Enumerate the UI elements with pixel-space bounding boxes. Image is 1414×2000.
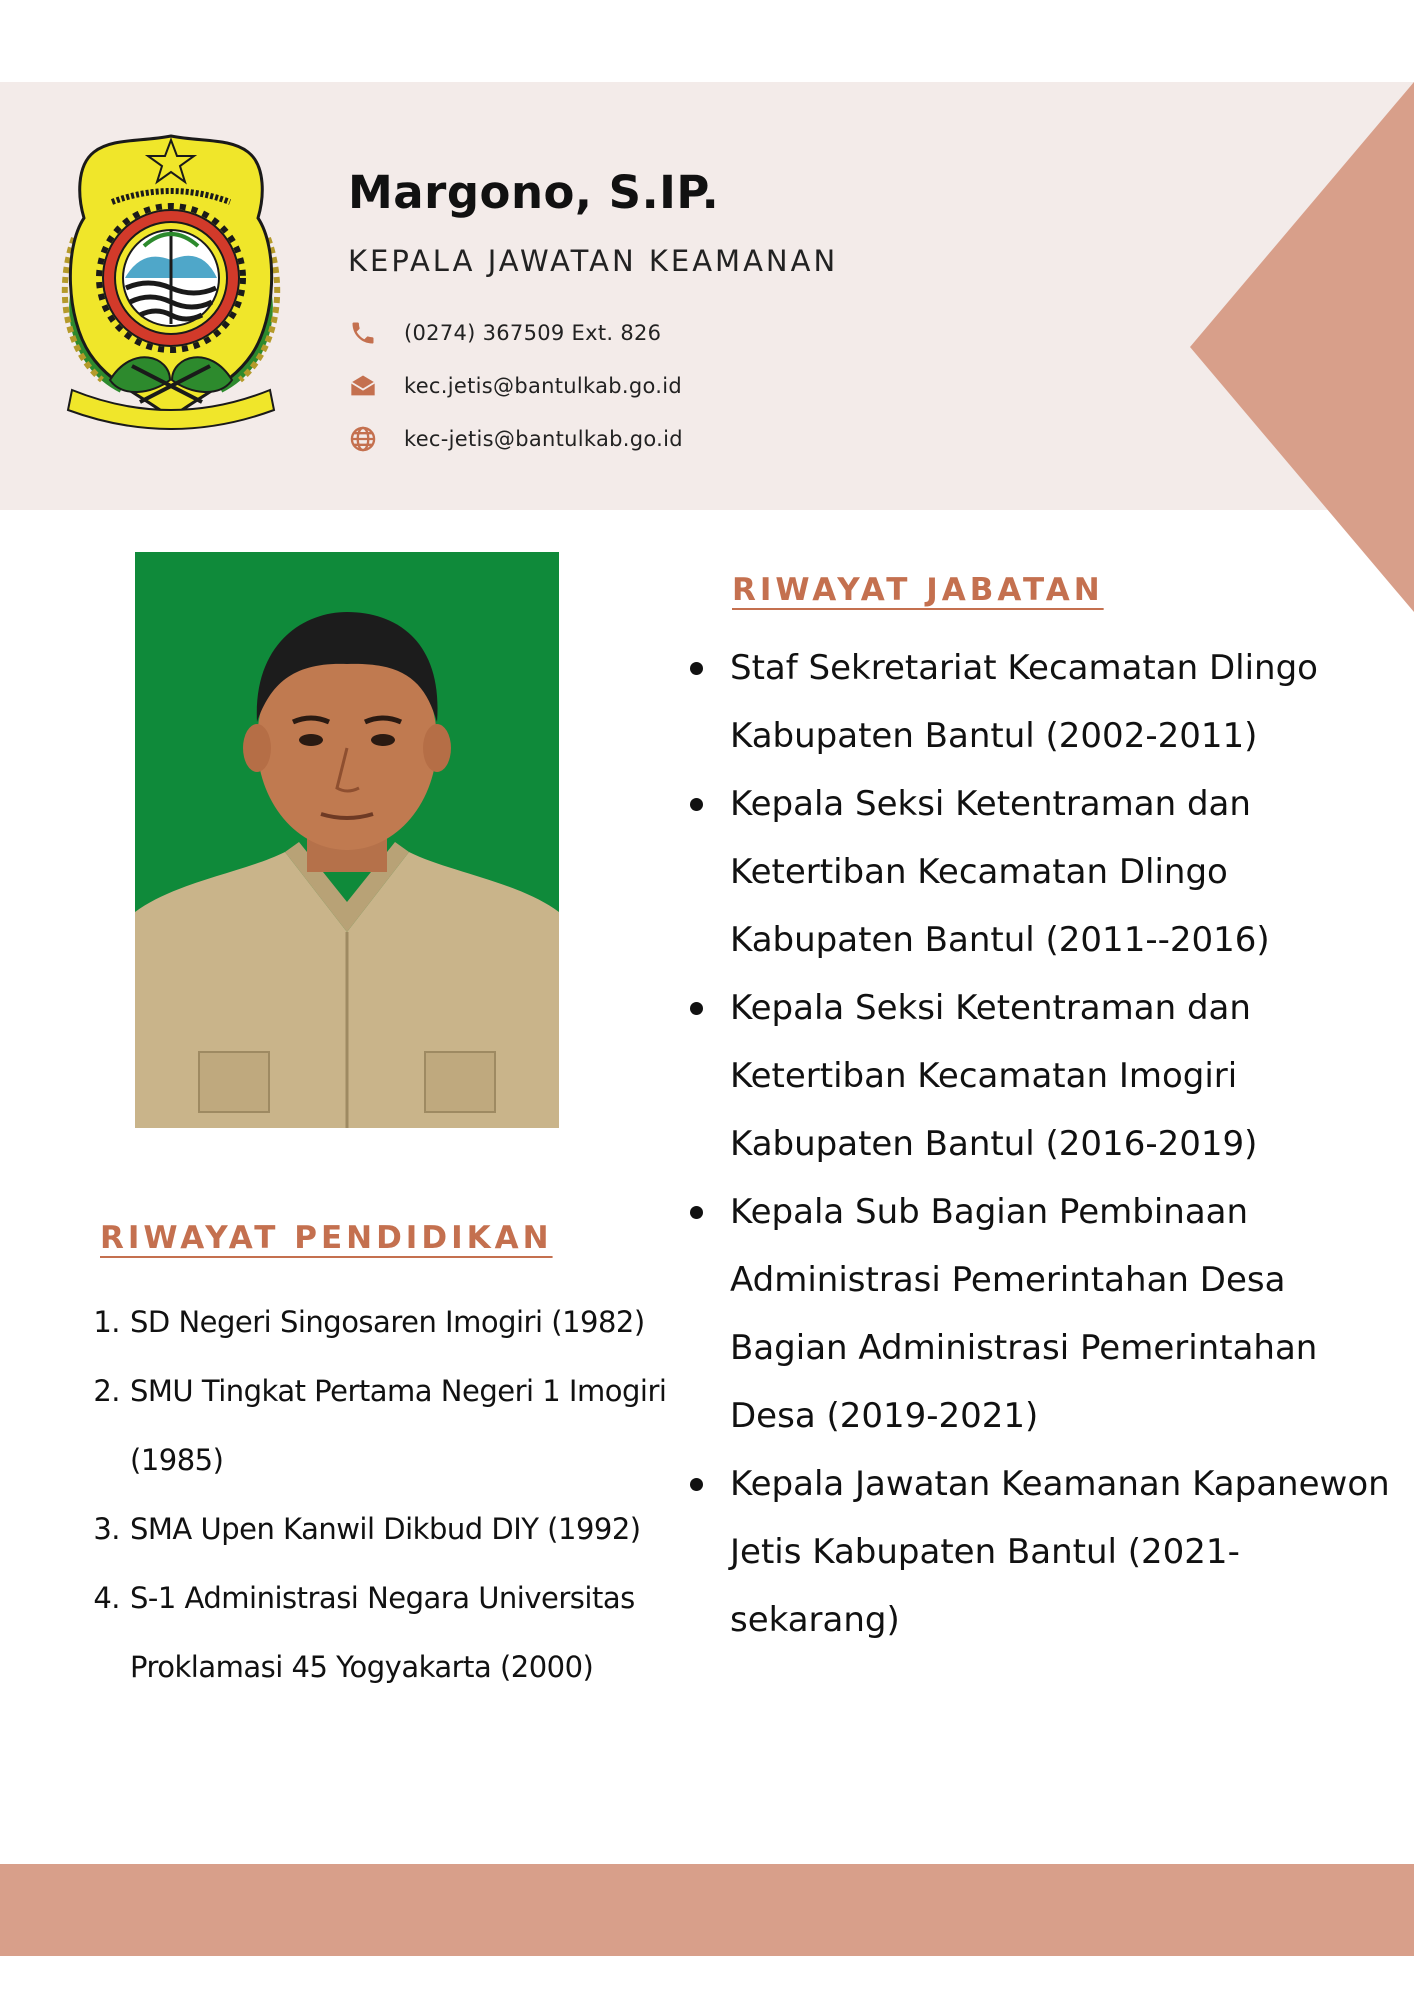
kabupaten-bantul-emblem — [52, 118, 290, 430]
mail-icon — [348, 371, 378, 401]
contact-email[interactable] — [348, 371, 682, 401]
portrait-photo — [135, 552, 559, 1128]
career-list — [682, 634, 1392, 1654]
phone-number: (0274) 367509 Ext. 826 — [404, 321, 662, 345]
education-section-title: RIWAYAT PENDIDIKAN — [100, 1220, 553, 1256]
job-title: KEPALA JAWATAN KEAMANAN — [348, 244, 839, 278]
list-item: Staf Sekretariat Kecamatan Dlingo Kabupaten Bantul (2002-2011) — [682, 634, 1392, 770]
list-item: Kepala Sub Bagian Pembinaan Administrasi Pemerintahan Desa Bagian Administrasi Pemerintahan Desa (2019-2021) — [682, 1178, 1392, 1450]
career-section-title: RIWAYAT JABATAN — [732, 572, 1104, 608]
footer-band — [0, 1864, 1414, 1956]
list-item: 1. SD Negeri Singosaren Imogiri (1982) — [93, 1305, 645, 1339]
website-address: kec-jetis@bantulkab.go.id — [404, 427, 683, 451]
list-item: 4. S-1 Administrasi Negara Universitas Proklamasi 45 Yogyakarta (2000) — [93, 1581, 635, 1684]
person-name: Margono, S.IP. — [348, 166, 720, 219]
phone-icon — [348, 318, 378, 348]
list-item: 2. SMU Tingkat Pertama Negeri 1 Imogiri (1985) — [93, 1374, 667, 1477]
list-item: Kepala Seksi Ketentraman dan Ketertiban Kecamatan Dlingo Kabupaten Bantul (2011--2016) — [682, 770, 1392, 974]
list-item: Kepala Seksi Ketentraman dan Ketertiban Kecamatan Imogiri Kabupaten Bantul (2016-2019) — [682, 974, 1392, 1178]
email-address: kec.jetis@bantulkab.go.id — [404, 374, 683, 398]
list-item: 3. SMA Upen Kanwil Dikbud DIY (1992) — [93, 1512, 641, 1546]
contact-website[interactable] — [348, 424, 683, 454]
globe-icon — [348, 424, 378, 454]
education-list — [80, 1288, 670, 1702]
contact-phone[interactable] — [348, 318, 661, 348]
list-item: Kepala Jawatan Keamanan Kapanewon Jetis Kabupaten Bantul (2021-sekarang) — [682, 1450, 1392, 1654]
